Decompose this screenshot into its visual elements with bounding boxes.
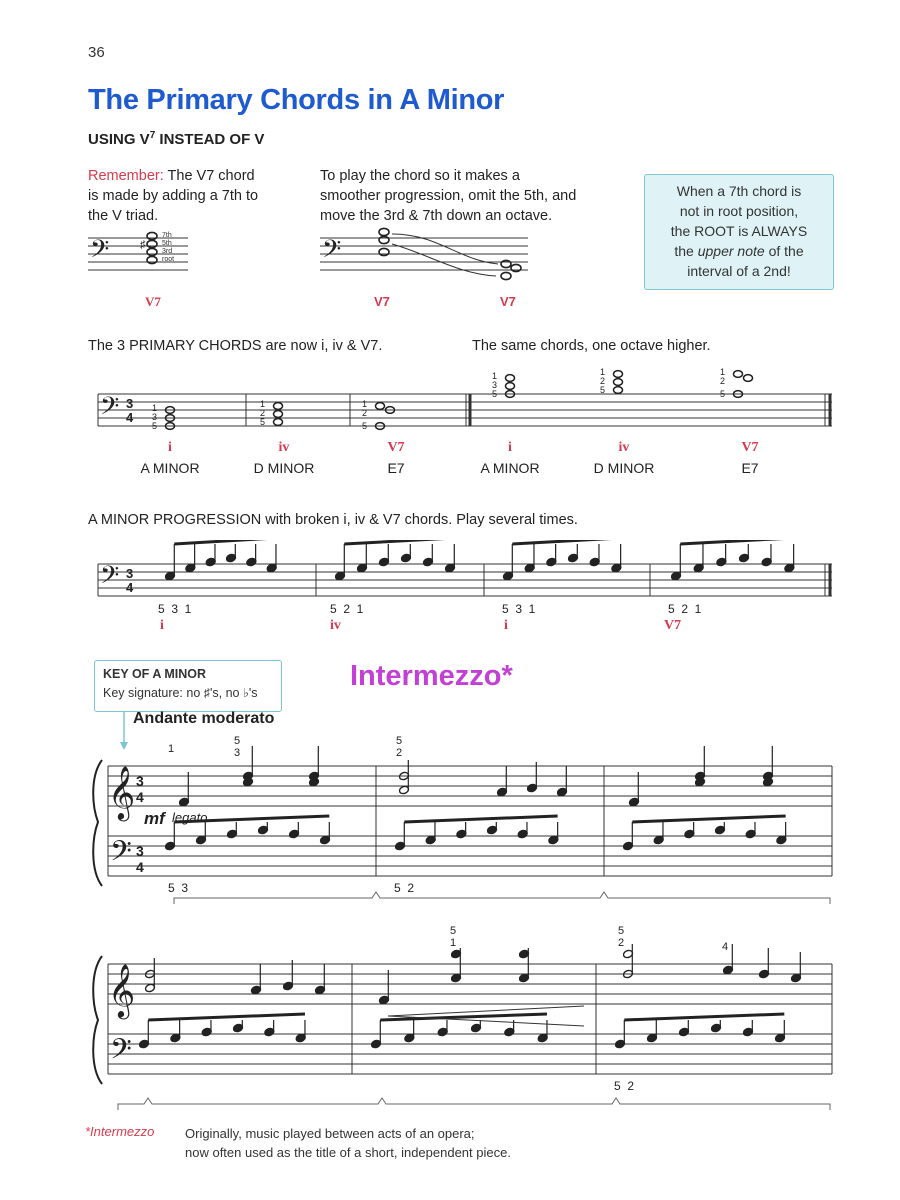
interval-labels	[162, 232, 174, 263]
time-signature-top: 3	[126, 396, 134, 411]
page-number: 36	[88, 44, 105, 61]
finger: 5	[234, 736, 241, 747]
callout-line3: the ROOT is ALWAYS	[670, 223, 808, 239]
treble-clef-icon: 𝄞	[108, 964, 136, 1016]
progression-roman: V7	[664, 618, 682, 633]
octave-higher-label: The same chords, one octave higher.	[472, 338, 711, 354]
footnote-text	[185, 1124, 605, 1162]
beam	[632, 816, 785, 822]
beam	[344, 540, 454, 544]
finger: 3	[152, 412, 158, 422]
rh-fingerings	[168, 736, 402, 759]
beam	[174, 540, 276, 544]
piece-title: Intermezzo*	[350, 660, 513, 692]
treble-clef-icon: 𝄞	[108, 766, 136, 818]
expression-mark: legato	[172, 810, 208, 825]
finger: 2	[396, 747, 403, 759]
time-signature-bottom: 4	[126, 580, 134, 595]
progression-fingers: 5 2 1	[668, 602, 702, 616]
lh-fingers: 5 2	[614, 1079, 635, 1093]
chord-roman: i	[508, 440, 512, 455]
progression-fingers: 5 3 1	[502, 602, 536, 616]
smooth-paragraph	[320, 166, 630, 226]
bass-clef-icon: 𝄢	[322, 236, 342, 269]
progression-label: A MINOR PROGRESSION with broken i, iv & V7 chords. Play several times.	[88, 512, 578, 528]
key-box-title: KEY OF A MINOR	[103, 667, 207, 681]
beam	[680, 540, 793, 544]
smooth-line1: To play the chord so it makes a	[320, 168, 520, 184]
pedal-mark	[174, 892, 830, 904]
dynamic-mark: mf	[144, 809, 165, 828]
bass-clef-icon: 𝄢	[110, 836, 132, 874]
chord-name: E7	[387, 460, 405, 476]
finger: 1	[152, 403, 158, 413]
brace-icon	[93, 760, 102, 886]
chord-name: E7	[741, 460, 759, 476]
time-signature-top: 3	[126, 566, 134, 581]
finger: 5	[260, 417, 266, 427]
callout-line5: interval of a 2nd!	[687, 263, 791, 279]
finger: 2	[618, 937, 625, 949]
root-callout-box	[644, 174, 834, 290]
remember-line1: The V7 chord	[167, 168, 255, 184]
finger: 2	[362, 408, 368, 418]
chord-roman: i	[168, 440, 172, 455]
lh-fingers: 5 2	[394, 881, 415, 895]
time-sig: 3	[136, 843, 144, 859]
finger: 1	[168, 743, 175, 755]
beam	[404, 816, 557, 822]
key-box-detail: Key signature: no ♯'s, no ♭'s	[103, 686, 258, 700]
finger: 1	[492, 371, 498, 381]
interval-7th: 7th	[162, 232, 172, 239]
primary-chords-label: The 3 PRIMARY CHORDS are now i, iv & V7.	[88, 338, 383, 354]
time-sig: 4	[136, 859, 144, 875]
callout-line4-pre: the	[674, 243, 698, 259]
intermezzo-system-1	[88, 736, 848, 916]
rh-fingerings	[450, 925, 728, 953]
footnote-term: *Intermezzo	[85, 1124, 155, 1139]
finger: 4	[722, 941, 729, 953]
finger: 1	[720, 367, 726, 377]
primary-chords-staff	[88, 364, 848, 440]
interval-root: root	[162, 256, 175, 263]
finger: 1	[362, 399, 368, 409]
chord-roman: iv	[278, 440, 290, 455]
finger: 5	[152, 421, 158, 431]
progression-staff	[88, 540, 848, 600]
beam	[148, 1014, 305, 1020]
progression-roman: i	[160, 618, 164, 633]
interval-3rd: 3rd	[162, 248, 173, 255]
page-subtitle: USING $V^7$ INSTEAD OF V	[88, 130, 265, 148]
v7-chord-notes	[147, 232, 157, 263]
finger: 3	[492, 380, 498, 390]
finger: 1	[600, 367, 606, 377]
chord-name: A MINOR	[480, 460, 540, 476]
callout-upper-note: upper note	[697, 243, 765, 259]
chord-name: A MINOR	[140, 460, 200, 476]
v7-label: V7	[145, 294, 161, 309]
remember-label: Remember:	[88, 168, 164, 184]
chord-fingerings	[152, 367, 725, 431]
finger: 5	[492, 389, 498, 399]
smooth-line3: move the 3rd & 7th down an octave.	[320, 208, 553, 224]
beam	[512, 540, 620, 544]
v7-label: V7	[374, 294, 390, 309]
footnote-line1: Originally, music played between acts of an opera;	[185, 1126, 475, 1141]
chord-name: D MINOR	[253, 460, 315, 476]
callout-line1: When a 7th chord is	[676, 183, 802, 199]
remember-line2: is made by adding a 7th to	[88, 188, 259, 204]
chord-roman: V7	[387, 440, 405, 455]
finger: 1	[450, 937, 457, 949]
page-title: The Primary Chords in A Minor	[88, 84, 505, 116]
finger: 5	[362, 421, 368, 431]
interval-5th: 5th	[162, 240, 172, 247]
bass-clef-icon: 𝄢	[100, 562, 120, 595]
finger: 1	[260, 399, 266, 409]
bass-clef-icon: 𝄢	[100, 393, 120, 426]
finger: 5	[450, 925, 457, 937]
time-sig: 4	[136, 789, 144, 805]
bass-clef-icon: 𝄢	[90, 236, 110, 269]
finger: 5	[618, 925, 625, 937]
finger: 2	[260, 408, 266, 418]
progression-fingers: 5 2 1	[330, 602, 364, 616]
pedal-mark	[118, 1098, 830, 1110]
lh-fingers: 5 3	[168, 881, 189, 895]
time-signature-bottom: 4	[126, 410, 134, 425]
progression-fingers: 5 3 1	[158, 602, 192, 616]
key-signature-box	[94, 660, 282, 712]
beam	[624, 1014, 784, 1020]
chord-name: D MINOR	[593, 460, 655, 476]
system-1-notes	[165, 746, 787, 851]
finger: 2	[720, 376, 726, 386]
v7-example-staves	[88, 226, 648, 310]
chord-roman: V7	[741, 440, 759, 455]
brace-icon	[93, 956, 102, 1084]
callout-line2: not in root position,	[679, 203, 799, 219]
primary-chord-notes	[166, 371, 753, 430]
remember-line3: the V triad.	[88, 208, 159, 224]
finger: 3	[234, 747, 241, 759]
chord-roman: iv	[618, 440, 630, 455]
smooth-line2: smoother progression, omit the 5th, and	[320, 188, 577, 204]
move-arrow	[392, 244, 496, 276]
intermezzo-system-2	[88, 920, 848, 1116]
footnote-line2: now often used as the title of a short, independent piece.	[185, 1145, 511, 1160]
v7-label: V7	[500, 294, 516, 309]
finger: 5	[600, 385, 606, 395]
progression-roman: i	[504, 618, 508, 633]
progression-notes	[165, 540, 795, 581]
sharp-icon: ♯	[140, 239, 146, 251]
bass-clef-icon: 𝄢	[110, 1034, 132, 1072]
finger: 5	[720, 389, 726, 399]
tempo-marking: Andante moderato	[133, 710, 275, 727]
finger: 2	[600, 376, 606, 386]
time-sig: 3	[136, 773, 144, 789]
progression-roman: iv	[330, 618, 341, 633]
system-2-notes	[139, 944, 802, 1049]
remember-paragraph	[88, 166, 298, 226]
finger: 5	[396, 736, 403, 747]
callout-line4-post: of the	[764, 243, 804, 259]
